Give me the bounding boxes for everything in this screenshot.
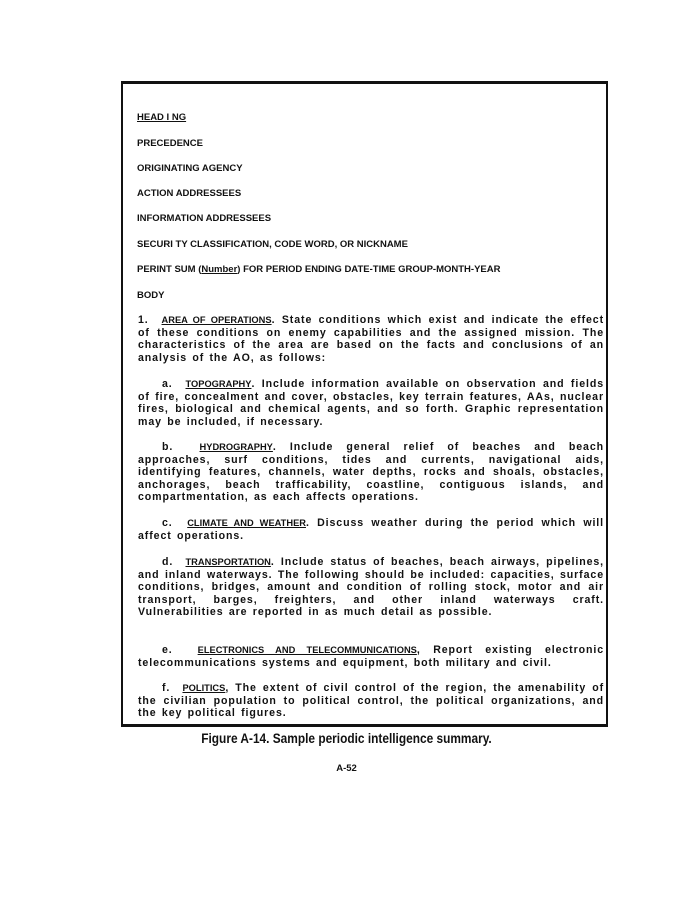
- perint-sum-label: PERINT SUM (Number) FOR PERIOD ENDING DATE-TIME GROUP-MONTH-YEAR: [137, 264, 501, 275]
- paragraph-hydrography: b. HYDROGRAPHY. Include general relief of beaches and beach approaches, surf conditions, tides and currents, navigational aids, identifying features, channels, water depths, rocks and shoals, obstacles, anchorages, beach trafficability, coastline, contiguous islands, and compartmentation, as each affects operations.: [138, 441, 605, 504]
- perint-number: Number: [201, 264, 238, 275]
- page-number: A-52: [336, 763, 357, 774]
- information-addressees-label: INFORMATION ADDRESSEES: [137, 213, 272, 224]
- paragraph-transportation: d. TRANSPORTATION. Include status of beaches, beach airways, pipelines, and inland waterways. The following should be included: capacities, surface conditions, bridges, amount and condition of rolling stock, motor and air transport, barges, freighters, and other inland waterways craft. Vulnerabilities are reported in as much detail as possible.: [138, 556, 605, 619]
- heading-label: HEAD I NG: [137, 112, 187, 123]
- paragraph-title: CLIMATE AND WEATHER: [187, 518, 306, 528]
- paragraph-title: ELECTRONICS AND TELECOMMUNICATIONS: [197, 645, 417, 655]
- paragraph-title: TRANSPORTATION: [185, 557, 271, 567]
- paragraph-area-of-operations: 1. AREA OF OPERATIONS. State conditions which exist and indicate the effect of these conditions on enemy capabilities and the assigned mission. The characteristics of the area are based on the facts and conclusions of an analysis of the AO, as follows:: [138, 314, 605, 364]
- paragraph-title: TOPOGRAPHY: [185, 379, 252, 389]
- paragraph-title: AREA OF OPERATIONS: [161, 315, 272, 325]
- action-addressees-label: ACTION ADDRESSEES: [137, 188, 242, 199]
- paragraph-climate-and-weather: c. CLIMATE AND WEATHER. Discuss weather during the period which will affect operations.: [138, 517, 604, 542]
- paragraph-title: HYDROGRAPHY: [199, 442, 273, 452]
- paragraph-electronics: e. ELECTRONICS AND TELECOMMUNICATIONS, Report existing electronic telecommunications systems and equipment, both military and civil.: [138, 644, 605, 669]
- figure-caption: Figure A-14. Sample periodic intelligence summary.: [201, 731, 492, 746]
- body-label: BODY: [137, 290, 165, 301]
- security-classification-label: SECURI TY CLASSIFICATION, CODE WORD, OR NICKNAME: [137, 239, 408, 250]
- paragraph-politics: f. POLITICS, The extent of civil control of the region, the amenability of the civilian population to political control, the political organizations, and the key political figures.: [138, 682, 604, 720]
- originating-agency-label: ORIGINATING AGENCY: [137, 163, 243, 174]
- paragraph-title: POLITICS: [182, 683, 226, 693]
- paragraph-topography: a. TOPOGRAPHY. Include information available on observation and fields of fire, concealment and cover, obstacles, key terrain features, AAs, nuclear fires, biological and chemical agents, and so forth. Graphic representation may be included, if necessary.: [138, 378, 604, 428]
- precedence-label: PRECEDENCE: [137, 138, 203, 149]
